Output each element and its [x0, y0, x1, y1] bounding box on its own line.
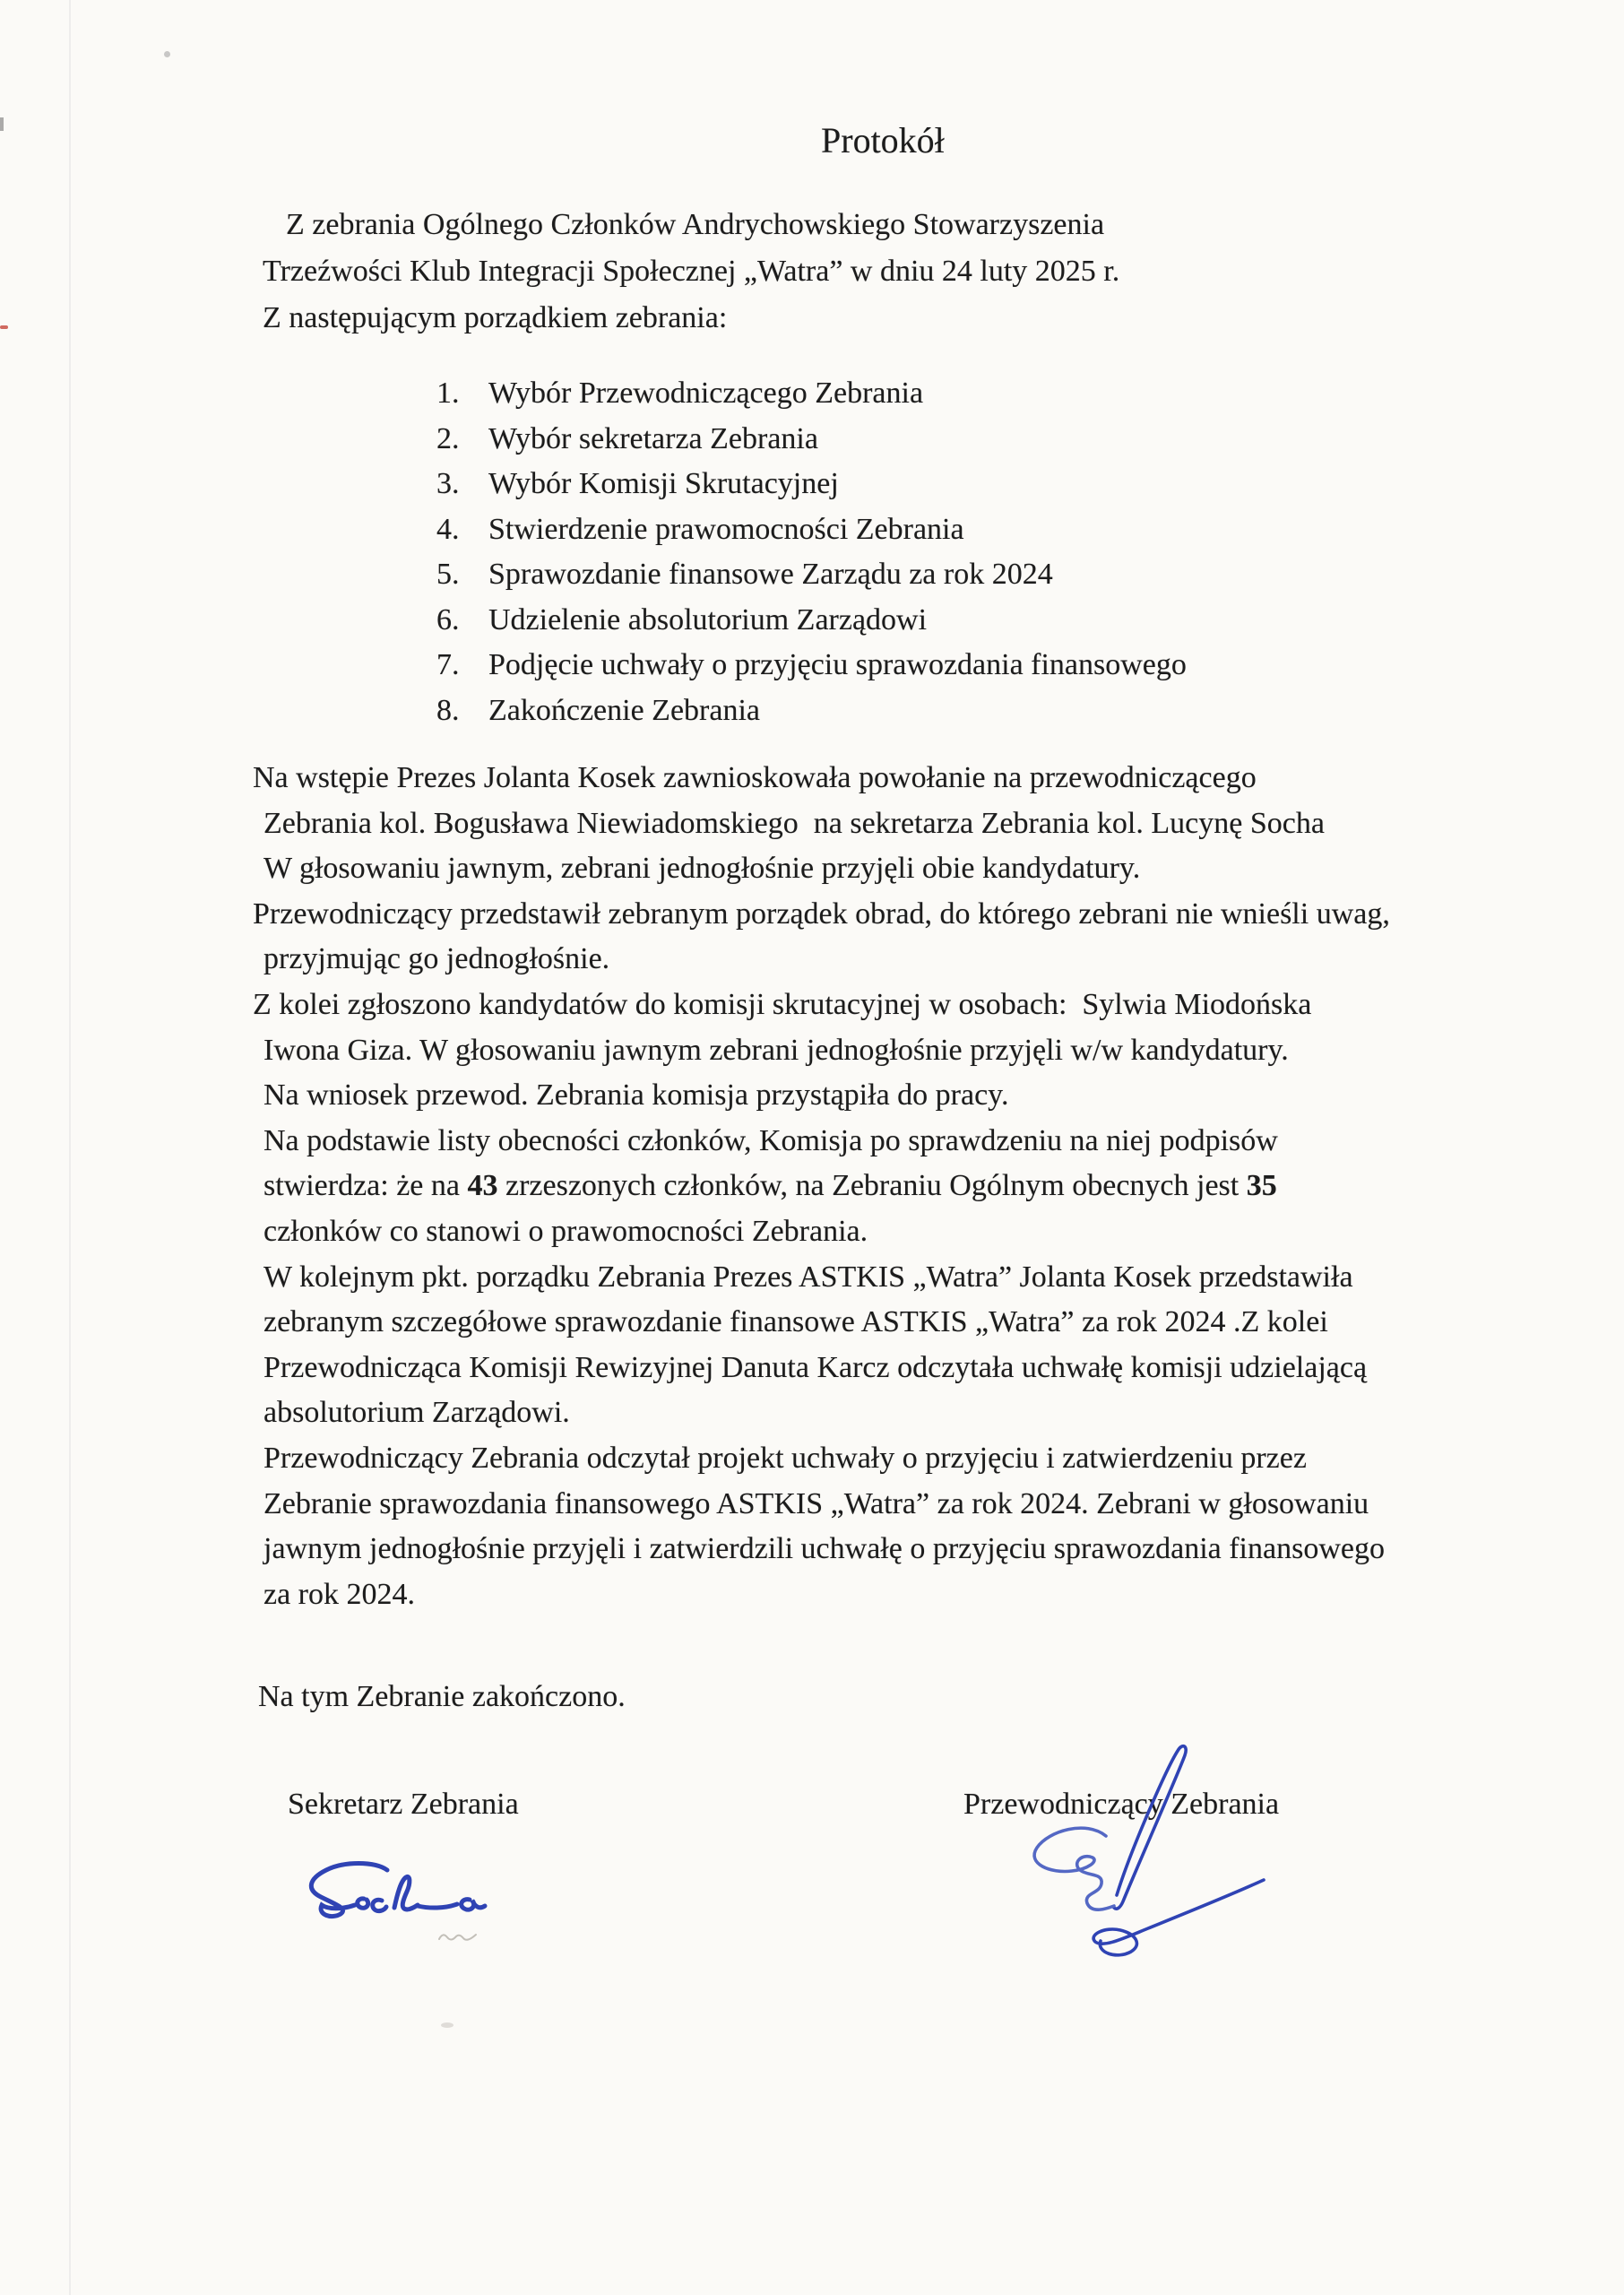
intro-line: Trzeźwości Klub Integracji Społecznej „Watra” w dniu 24 luty 2025 r. — [263, 255, 1120, 288]
signature-scribble — [1034, 1828, 1114, 1910]
signature-stroke — [418, 1904, 457, 1908]
secretary-signature-ink — [299, 1859, 493, 1926]
body-line: W głosowaniu jawnym, zebrani jednogłośnie przyjęli obie kandydatury. — [263, 852, 1141, 886]
body-line: Zebranie sprawozdania finansowego ASTKIS „Watra” za rok 2024. Zebrani w głosowaniu — [263, 1486, 1369, 1520]
signature-stroke — [462, 1900, 485, 1910]
agenda-item-text: Zakończenie Zebrania — [488, 693, 760, 727]
agenda-item — [436, 371, 1187, 417]
body-line: Na wstępie Prezes Jolanta Kosek zawnioskowała powołanie na przewodniczącego — [253, 761, 1257, 794]
body-line: W kolejnym pkt. porządku Zebrania Prezes ASTKIS „Watra” Jolanta Kosek przedstawiła — [263, 1260, 1353, 1294]
signature-stroke — [358, 1899, 368, 1908]
intro-paragraph — [263, 202, 1119, 342]
attendance-pre: stwierdza: że na — [263, 1169, 468, 1203]
body-line: członków co stanowi o prawomocności Zebrania. — [263, 1214, 868, 1248]
gray-dust-speck — [164, 51, 170, 57]
agenda-item — [436, 688, 1187, 734]
pencil-squiggle — [437, 1929, 479, 1945]
agenda-item-number: 2. — [436, 421, 460, 455]
agenda-item-text: Wybór sekretarza Zebrania — [488, 421, 818, 455]
body-text — [253, 756, 1390, 1617]
signature-stroke — [394, 1876, 418, 1909]
agenda-item — [436, 507, 1187, 553]
body-line: zebranym szczegółowe sprawozdanie finansowe ASTKIS „Watra” za rok 2024 .Z kolei — [263, 1305, 1328, 1339]
agenda-item-number: 7. — [436, 648, 460, 681]
body-line: Iwona Giza. W głosowaniu jawnym zebrani jednogłośnie przyjęli w/w kandydatury. — [263, 1033, 1289, 1067]
body-line: Na wniosek przewod. Zebrania komisja przystąpiła do pracy. — [263, 1078, 1009, 1113]
closing-line: Na tym Zebranie zakończono. — [258, 1680, 626, 1713]
signature-stroke — [373, 1900, 386, 1910]
agenda-item-text: Udzielenie absolutorium Zarządowi — [488, 602, 928, 637]
body-line: jawnym jednogłośnie przyjęli i zatwierdzili uchwałę o przyjęciu sprawozdania finansowego — [263, 1532, 1385, 1566]
agenda-item-number: 8. — [436, 693, 460, 727]
attendance-present-members: 35 — [1246, 1169, 1277, 1203]
document-title: Protokół — [821, 120, 945, 160]
agenda-item-text: Stwierdzenie prawomocności Zebrania — [488, 512, 964, 546]
agenda-list — [436, 371, 1187, 733]
body-line: Na podstawie listy obecności członków, Komisja po sprawdzeniu na niej podpisów — [263, 1123, 1278, 1157]
chairman-label: Przewodniczący Zebrania — [963, 1788, 1280, 1821]
agenda-item — [436, 643, 1187, 688]
agenda-item — [436, 417, 1187, 463]
attendance-total-members: 43 — [467, 1169, 498, 1203]
chairman-signature-ink — [1020, 1728, 1280, 1958]
agenda-item-text: Podjęcie uchwały o przyjęciu sprawozdania finansowego — [488, 648, 1187, 681]
attendance-mid: zrzeszonych członków, na Zebraniu Ogólnym obecnych jest — [497, 1169, 1247, 1203]
agenda-item-number: 1. — [436, 377, 460, 410]
agenda-item-number: 6. — [436, 602, 460, 637]
intro-line: Z następującym porządkiem zebrania: — [263, 301, 728, 334]
body-line: za rok 2024. — [263, 1577, 416, 1611]
signature-needle-loop — [1114, 1746, 1186, 1909]
body-line: Przewodniczący przedstawił zebranym porządek obrad, do którego zebrani nie wnieśli uwag, — [253, 896, 1390, 931]
body-line: Przewodnicząca Komisji Rewizyjnej Danuta Karcz odczytała uchwałę komisji udzielającą — [263, 1350, 1368, 1384]
body-line: Z kolei zgłoszono kandydatów do komisji skrutacyjnej w osobach: Sylwia Miodońska — [253, 987, 1312, 1021]
body-line: Zebrania kol. Bogusława Niewiadomskiego na sekretarza Zebrania kol. Lucynę Socha — [263, 806, 1325, 840]
agenda-item-text: Wybór Komisji Skrutacyjnej — [488, 467, 839, 500]
body-line: przyjmując go jednogłośnie. — [263, 942, 610, 976]
paper-smudge — [441, 2022, 454, 2028]
agenda-item — [436, 598, 1187, 644]
red-ink-speck — [0, 325, 8, 329]
agenda-item-number: 5. — [436, 558, 460, 591]
body-line: absolutorium Zarządowi. — [263, 1396, 570, 1430]
agenda-item-text: Wybór Przewodniczącego Zebrania — [488, 377, 924, 410]
agenda-item-number: 3. — [436, 467, 460, 500]
agenda-item-number: 4. — [436, 512, 460, 546]
agenda-item-text: Sprawozdanie finansowe Zarządu za rok 2024 — [488, 558, 1053, 591]
dark-edge-speck — [0, 117, 4, 131]
secretary-label: Sekretarz Zebrania — [288, 1788, 519, 1821]
body-line-attendance — [263, 1164, 1390, 1209]
intro-line: Z zebrania Ogólnego Członków Andrychowskiego Stowarzyszenia — [286, 208, 1105, 241]
agenda-item — [436, 552, 1187, 598]
pencil-stroke — [439, 1935, 476, 1940]
scanner-streak-artifact — [69, 0, 71, 2295]
agenda-item — [436, 462, 1187, 507]
body-line: Przewodniczący Zebrania odczytał projekt uchwały o przyjęciu i zatwierdzeniu przez — [263, 1441, 1307, 1475]
